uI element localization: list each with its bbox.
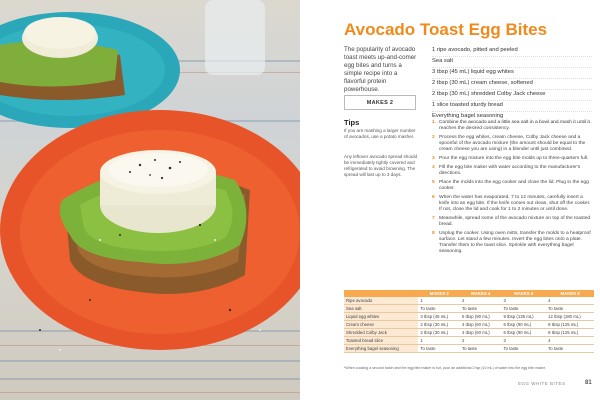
glass [205,0,265,75]
ingredient-item: 1 slice toasted sturdy bread [432,101,592,112]
table-cell: Shredded Colby Jack [344,329,418,337]
step-item [432,165,592,177]
table-cell: Everything bagel seasoning [344,345,418,353]
table-cell: 6 tbsp (90 mL) [502,329,547,337]
table-cell: 2 [460,297,502,305]
step-text: Combine the avocado and a little sea salt in a bowl and mash it until it reaches the desired consistency. [439,120,590,131]
table-cell: 1 [418,337,460,345]
table-cell: 4 tbsp (60 mL) [460,321,502,329]
table-cell: 1 [418,297,460,305]
table-cell: 4 tbsp (60 mL) [460,329,502,337]
table-cell: 2 tbsp (30 mL) [418,321,460,329]
table-cell: 4 [546,297,594,305]
table-cell: Liquid egg whites [344,313,418,321]
table-cell: 8 tbsp (125 mL) [546,329,594,337]
table-cell: To taste [460,345,502,353]
table-header-cell: MAKES 8 [546,290,594,297]
step-text: Unplug the cooker. Using oven mitts, transfer the molds to a heatproof surface. Let stand a few minutes. Invert the egg bites onto a plate. Transfer them to the toast slice. Sprinkle with everything bagel seasoning. [439,231,591,254]
step-number: 5 [432,180,435,185]
table-cell: 12 tbsp (180 mL) [546,313,594,321]
step-text: Fill the egg bite maker with water according to the manufacturer's directions. [439,165,581,176]
table-cell: 2 [460,337,502,345]
step-number: 4 [432,165,435,170]
step-number: 1 [432,120,435,125]
table-cell: To taste [460,305,502,313]
tips-heading: Tips [344,118,360,127]
table-cell: Toasted bread slice [344,337,418,345]
page-number: 81 [585,380,592,386]
ingredient-item: 3 tbsp (45 mL) liquid egg whites [432,68,592,79]
table-cell: 2 tbsp (30 mL) [418,329,460,337]
makes-badge: MAKES 2 [344,95,416,110]
table-cell: 8 tbsp (125 mL) [546,321,594,329]
table-cell: To taste [546,345,594,353]
table-cell: Sea salt [344,305,418,313]
step-text: Process the egg whites, cream cheese, Colby Jack cheese and a spoonful of the avocado mixture (the amount should be equal to the cream cheese you are using) in a blender until just combined. [439,135,586,152]
table-cell: To taste [546,305,594,313]
table-cell: 9 tbsp (135 mL) [502,313,547,321]
step-text: Pour the egg mixture into the egg bite molds up to three-quarters full. [439,156,589,161]
step-text: Place the molds into the egg cooker and close the lid. Plug in the egg cooker. [439,180,589,191]
recipe-intro: The popularity of avocado toast meets up-and-comer egg bites and turns a simple recipe into a flavorful protein powerhouse. [344,46,417,93]
step-item [432,231,592,255]
step-text: Meanwhile, spread some of the avocado mixture on top of the toasted bread. [439,216,591,227]
step-number: 2 [432,135,435,140]
tip-item: Any leftover avocado spread should be immediately tightly covered and refrigerated to avoid browning. The spread will last up to 3 days. [344,154,418,177]
step-number: 6 [432,195,435,200]
step-item [432,156,592,162]
scaling-table [344,290,594,353]
ingredient-item: 1 ripe avocado, pitted and peeled [432,46,592,57]
table-header-row [344,290,594,297]
step-item [432,195,592,213]
table-cell: 3 tbsp (45 mL) [418,313,460,321]
ingredient-item: 2 tbsp (30 mL) cream cheese, softened [432,79,592,90]
recipe-page [300,0,600,400]
step-number: 7 [432,216,435,221]
table-header-cell: MAKES 4 [460,290,502,297]
ingredient-item: Sea salt [432,57,592,68]
ingredient-item: 2 tbsp (30 mL) shredded Colby Jack cheese [432,90,592,101]
ingredients-list [432,46,592,123]
table-header-cell: MAKES 2 [418,290,460,297]
table-cell: 6 tbsp (90 mL) [502,321,547,329]
table-header-cell [344,290,418,297]
table-row [344,337,594,345]
step-item [432,180,592,192]
step-text: When the water has evaporated, 7 to 12 minutes, carefully insert a knife into an egg bite. If the knife comes out clean, shut off the cooker. If not, close the lid and cook for 1 to 2 minutes or until done. [439,195,591,212]
table-row [344,313,594,321]
table-cell: Cream cheese [344,321,418,329]
table-cell: 4 [546,337,594,345]
recipe-title: Avocado Toast Egg Bites [344,20,548,39]
table-row [344,329,594,337]
table-cell: 3 [502,337,547,345]
table-cell: To taste [418,345,460,353]
steps-list [432,120,592,258]
table-cell: To taste [502,305,547,313]
table-row [344,305,594,313]
table-row [344,321,594,329]
step-item [432,216,592,228]
step-number: 8 [432,231,435,236]
step-item [432,120,592,132]
table-cell: 3 [502,297,547,305]
tip-item: If you are mashing a larger number of avocados, use a potato masher. [344,128,416,139]
ingredient-item: Everything bagel seasoning [432,112,592,123]
table-header-cell: MAKES 6 [502,290,547,297]
step-item [432,135,592,153]
table-cell: To taste [502,345,547,353]
table-cell: To taste [418,305,460,313]
running-footer: EGG WHITE BITES [518,381,566,386]
footnote: *When cooking a second batch and the egg bite maker is hot, pour an additional 2 tsp (10 mL) of water into the egg bite maker. [344,366,546,370]
table-row [344,297,594,305]
table-cell: 6 tbsp (90 mL) [460,313,502,321]
step-number: 3 [432,156,435,161]
table-cell: Ripe avocado [344,297,418,305]
table-row [344,345,594,353]
